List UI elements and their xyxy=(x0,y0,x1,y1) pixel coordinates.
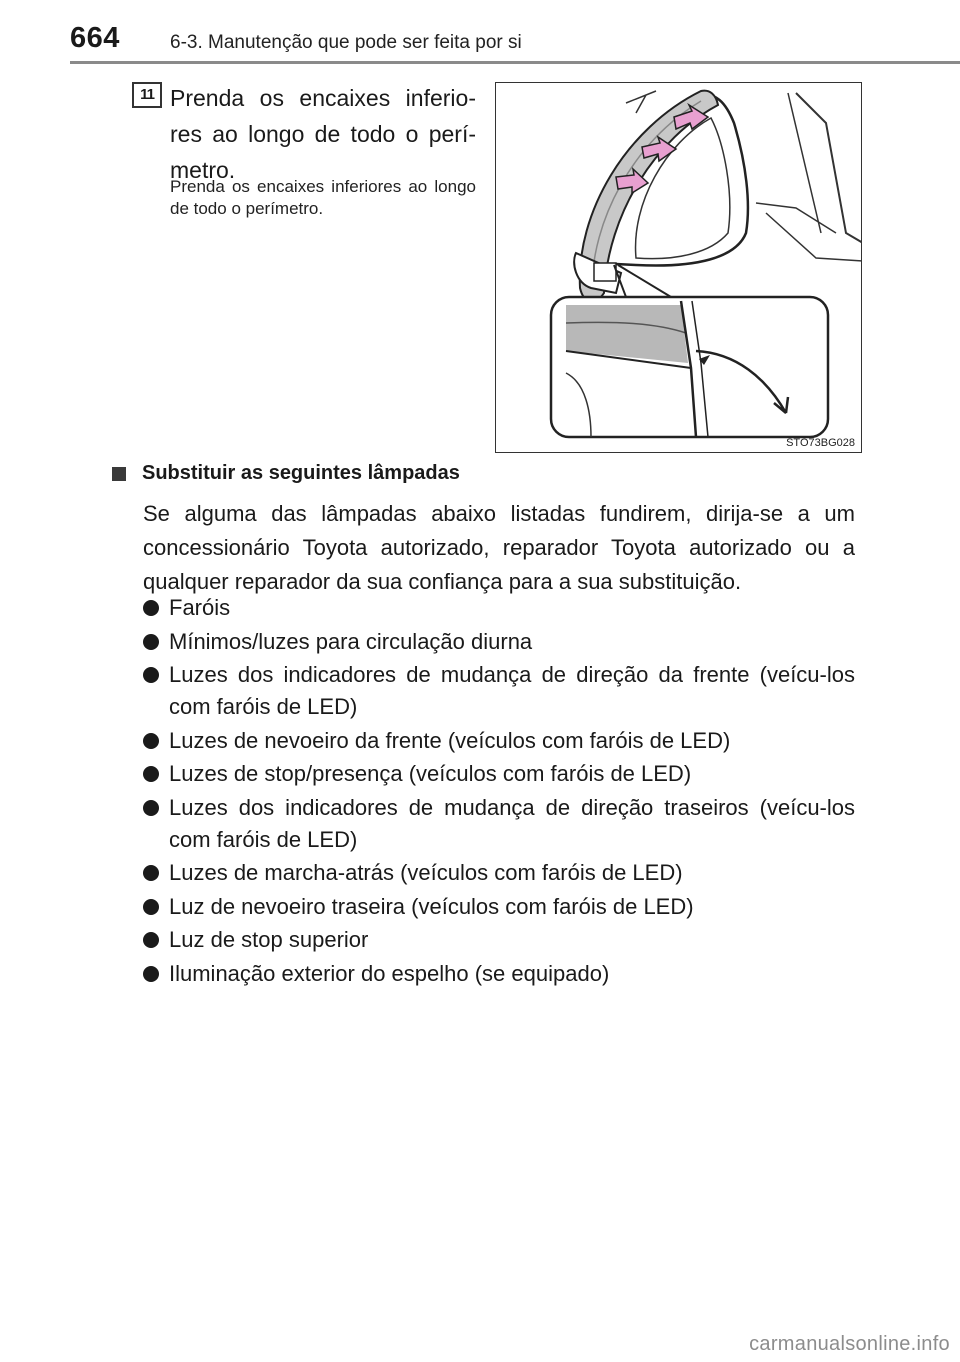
list-item: Luzes dos indicadores de mudança de direção traseiros (veícu-los com faróis de LED) xyxy=(143,792,855,856)
list-item: Mínimos/luzes para circulação diurna xyxy=(143,626,855,658)
bullet-icon xyxy=(143,899,159,915)
bullet-icon xyxy=(143,733,159,749)
bullet-icon xyxy=(143,932,159,948)
section-heading-text: Substituir as seguintes lâmpadas xyxy=(142,462,460,484)
bullet-icon xyxy=(143,966,159,982)
bullet-icon xyxy=(143,634,159,650)
list-item: Luzes de stop/presença (veículos com faróis de LED) xyxy=(143,758,855,790)
bullet-icon xyxy=(143,865,159,881)
section-title: 6-3. Manutenção que pode ser feita por si xyxy=(170,32,522,53)
bullet-icon xyxy=(143,766,159,782)
bullet-icon xyxy=(143,600,159,616)
step-instruction-secondary: Prenda os encaixes inferiores ao longo de todo o perímetro. xyxy=(170,177,476,218)
header-divider xyxy=(70,61,960,64)
list-item: Faróis xyxy=(143,592,855,624)
bulb-list xyxy=(143,592,855,991)
watermark: carmanualsonline.info xyxy=(749,1333,950,1355)
step-number-badge: 11 xyxy=(132,82,162,108)
list-item: Luzes dos indicadores de mudança de direção da frente (veícu-los com faróis de LED) xyxy=(143,659,855,723)
list-item: Luz de nevoeiro traseira (veículos com faróis de LED) xyxy=(143,891,855,923)
list-item: Luzes de marcha-atrás (veículos com faróis de LED) xyxy=(143,857,855,889)
page-header xyxy=(0,0,960,62)
mirror-cover-drawing xyxy=(496,83,862,453)
page-number: 664 xyxy=(70,22,120,54)
figure-code: STO73BG028 xyxy=(786,437,855,449)
list-item: Iluminação exterior do espelho (se equipado) xyxy=(143,958,855,990)
section-paragraph: Se alguma das lâmpadas abaixo listadas fundirem, dirija-se a um concessionário Toyota autorizado, reparador Toyota autorizado ou a qualquer reparador da sua confiança para a sua substituição. xyxy=(143,501,855,594)
step-instruction: Prenda os encaixes inferio-res ao longo de todo o perí-metro. xyxy=(170,85,476,183)
section-heading xyxy=(112,462,460,485)
square-bullet-icon xyxy=(112,467,126,481)
bullet-icon xyxy=(143,800,159,816)
bullet-icon xyxy=(143,667,159,683)
mirror-illustration xyxy=(495,82,862,453)
list-item: Luz de stop superior xyxy=(143,924,855,956)
list-item: Luzes de nevoeiro da frente (veículos com faróis de LED) xyxy=(143,725,855,757)
